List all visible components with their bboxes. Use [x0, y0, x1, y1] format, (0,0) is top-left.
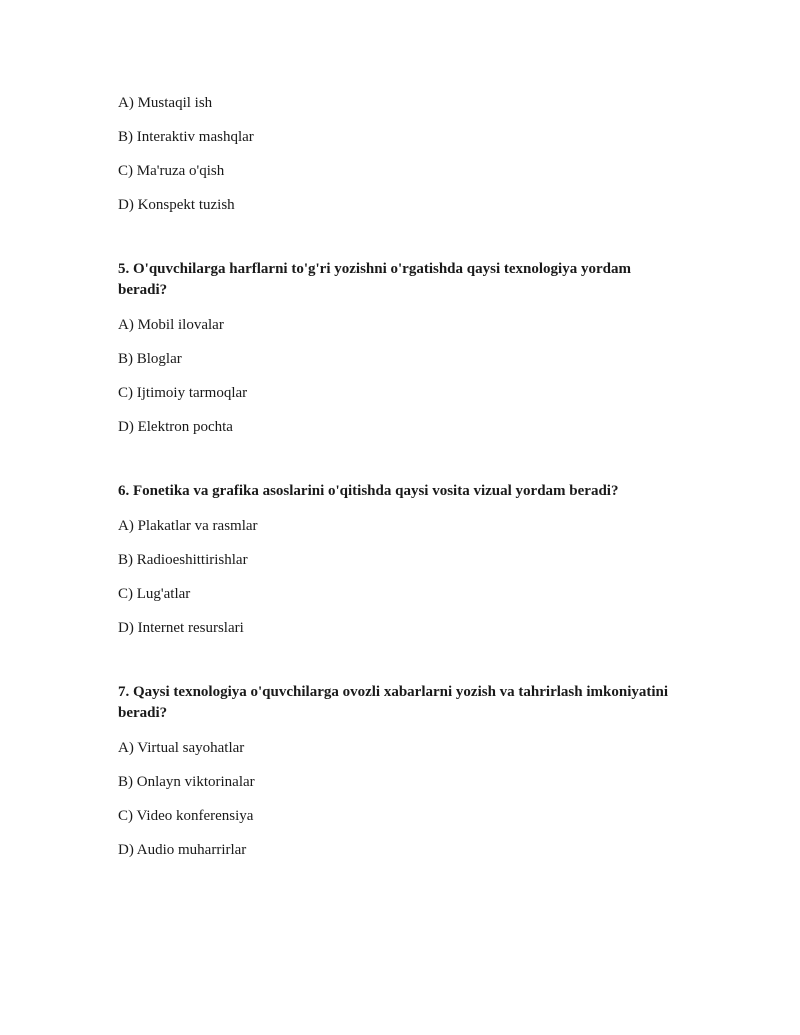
question-text: 6. Fonetika va grafika asoslarini o'qitishda qaysi vosita vizual yordam beradi?: [118, 483, 619, 499]
option-c: C) Lug'atlar: [118, 586, 191, 602]
option-a: A) Plakatlar va rasmlar: [118, 518, 258, 534]
spacer: [118, 652, 678, 682]
option-b: B) Bloglar: [118, 351, 182, 367]
option-c: C) Ma'ruza o'qish: [118, 163, 225, 179]
option-d: D) Audio muharrirlar: [118, 842, 247, 858]
question-block-4: [118, 93, 678, 215]
question-block-6: [118, 481, 678, 638]
spacer: [118, 451, 678, 481]
option-d: D) Internet resurslari: [118, 620, 244, 636]
spacer: [118, 229, 678, 259]
option-a: A) Mustaqil ish: [118, 95, 213, 111]
option-d: D) Konspekt tuzish: [118, 197, 235, 213]
question-text: 7. Qaysi texnologiya o'quvchilarga ovozli xabarlarni yozish va tahrirlash imkoniyatini beradi?: [118, 684, 669, 721]
option-a: A) Virtual sayohatlar: [118, 740, 245, 756]
option-d: D) Elektron pochta: [118, 419, 233, 435]
quiz-content: [118, 93, 678, 874]
option-a: A) Mobil ilovalar: [118, 317, 224, 333]
question-block-5: [118, 259, 678, 437]
option-c: C) Video konferensiya: [118, 808, 254, 824]
option-b: B) Onlayn viktorinalar: [118, 774, 255, 790]
option-c: C) Ijtimoiy tarmoqlar: [118, 385, 248, 401]
question-block-7: [118, 682, 678, 860]
option-b: B) Interaktiv mashqlar: [118, 129, 254, 145]
question-text: 5. O'quvchilarga harflarni to'g'ri yozishni o'rgatishda qaysi texnologiya yordam beradi?: [118, 261, 631, 298]
option-b: B) Radioeshittirishlar: [118, 552, 248, 568]
